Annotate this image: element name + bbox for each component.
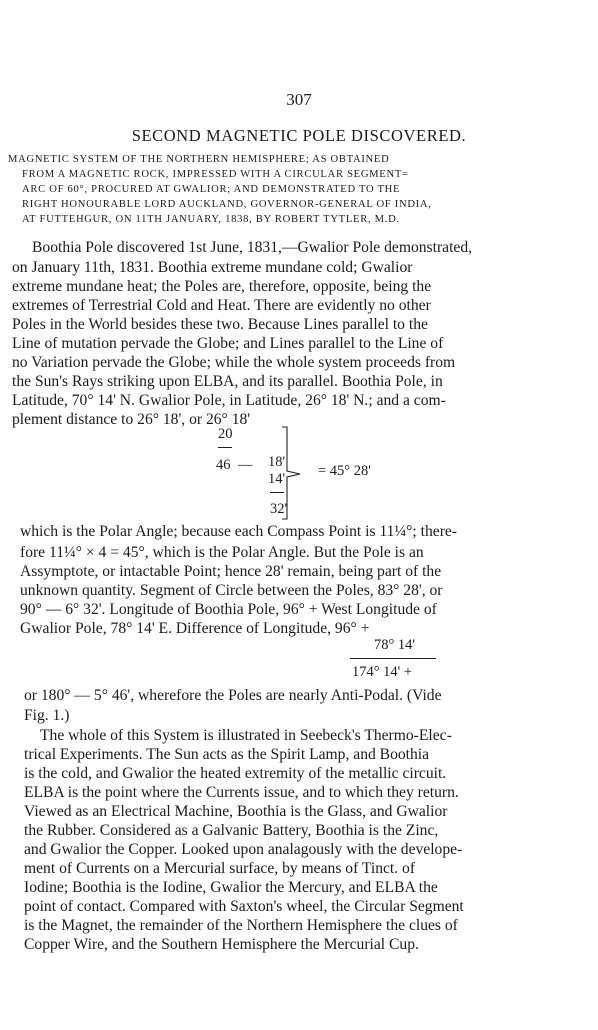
calc-value: 32' bbox=[270, 501, 288, 517]
calc-value: 20 bbox=[218, 426, 233, 442]
text-line: Fig. 1.) bbox=[24, 707, 70, 724]
text-line: Viewed as an Electrical Machine, Boothia is the Glass, and Gwalior bbox=[24, 803, 448, 820]
text-line: the Sun's Rays striking upon ELBA, and its parallel. Boothia Pole, in bbox=[12, 373, 443, 390]
text-line: Copper Wire, and the Southern Hemisphere the Mercurial Cup. bbox=[24, 936, 419, 953]
text-line: Assymptote, or intactable Point; hence 28' remain, being part of the bbox=[20, 563, 442, 580]
text-line: extremes of Terrestrial Cold and Heat. There are evidently no other bbox=[12, 297, 431, 314]
text-line: extreme mundane heat; the Poles are, therefore, opposite, being the bbox=[12, 278, 432, 295]
text-line: unknown quantity. Segment of Circle between the Poles, 83° 28', or bbox=[20, 582, 443, 599]
calc-value: 18' bbox=[268, 454, 286, 470]
text-line: the Rubber. Considered as a Galvanic Battery, Boothia is the Zinc, bbox=[24, 822, 439, 839]
page-number: 307 bbox=[286, 90, 312, 109]
calc-value: 174° 14' + bbox=[352, 664, 413, 680]
page-title: SECOND MAGNETIC POLE DISCOVERED. bbox=[131, 126, 467, 145]
calc-rule bbox=[350, 658, 436, 659]
subtitle-line: AT FUTTEHGUR, ON 11TH JANUARY, 1838, BY ROBERT TYTLER, M.D. bbox=[22, 214, 400, 225]
text-line: which is the Polar Angle; because each Compass Point is 11¼°; there- bbox=[20, 523, 457, 540]
text-line: point of contact. Compared with Saxton's wheel, the Circular Segment bbox=[24, 898, 464, 915]
text-line: 90° — 6° 32'. Longitude of Boothia Pole, 96° + West Longitude of bbox=[20, 601, 437, 618]
text-line: Poles in the World besides these two. Because Lines parallel to the bbox=[12, 316, 428, 333]
text-line: Iodine; Boothia is the Iodine, Gwalior the Mercury, and ELBA the bbox=[24, 879, 438, 896]
text-line: no Variation pervade the Globe; while the whole system proceeds from bbox=[12, 354, 456, 371]
text-line: Line of mutation pervade the Globe; and Lines parallel to the Line of bbox=[12, 335, 444, 352]
text-line: is the Magnet, the remainder of the Northern Hemisphere the clues of bbox=[24, 917, 458, 934]
text-line: plement distance to 26° 18', or 26° 18' bbox=[12, 411, 251, 428]
text-line: fore 11¼° × 4 = 45°, which is the Polar Angle. But the Pole is an bbox=[20, 544, 424, 561]
text-line: ELBA is the point where the Currents issue, and to which they return. bbox=[24, 784, 459, 801]
text-line: The whole of this System is illustrated in Seebeck's Thermo-Elec- bbox=[40, 727, 452, 744]
text-line: ment of Currents on a Mercurial surface, by means of Tinct. of bbox=[24, 860, 416, 877]
calc-rule bbox=[218, 447, 232, 448]
calc-value: 14' bbox=[268, 471, 286, 487]
calc-result: = 45° 28' bbox=[318, 463, 371, 479]
text-line: on January 11th, 1831. Boothia extreme mundane cold; Gwalior bbox=[12, 259, 413, 276]
calc-value: 78° 14' bbox=[374, 637, 416, 653]
text-line: Latitude, 70° 14' N. Gwalior Pole, in Latitude, 26° 18' N.; and a com- bbox=[12, 392, 446, 409]
subtitle-line: RIGHT HONOURABLE LORD AUCKLAND, GOVERNOR-GENERAL OF INDIA, bbox=[22, 199, 432, 210]
calc-dash: — bbox=[238, 457, 253, 473]
text-line: and Gwalior the Copper. Looked upon analagously with the develope- bbox=[24, 841, 463, 858]
calc-value: 46 bbox=[216, 457, 231, 473]
text-line: is the cold, and Gwalior the heated extremity of the metallic circuit. bbox=[24, 765, 447, 782]
subtitle-line: ARC OF 60°, PROCURED AT GWALIOR; AND DEMONSTRATED TO THE bbox=[22, 184, 401, 195]
text-line: trical Experiments. The Sun acts as the Spirit Lamp, and Boothia bbox=[24, 746, 430, 763]
text-line: Boothia Pole discovered 1st June, 1831,—Gwalior Pole demonstrated, bbox=[32, 239, 473, 256]
text-line: Gwalior Pole, 78° 14' E. Difference of Longitude, 96° + bbox=[20, 620, 370, 637]
subtitle-line: FROM A MAGNETIC ROCK, IMPRESSED WITH A CIRCULAR SEGMENT= bbox=[22, 169, 409, 180]
subtitle-line: MAGNETIC SYSTEM OF THE NORTHERN HEMISPHERE; AS OBTAINED bbox=[8, 154, 390, 165]
text-line: or 180° — 5° 46', wherefore the Poles are nearly Anti-Podal. (Vide bbox=[24, 687, 442, 704]
